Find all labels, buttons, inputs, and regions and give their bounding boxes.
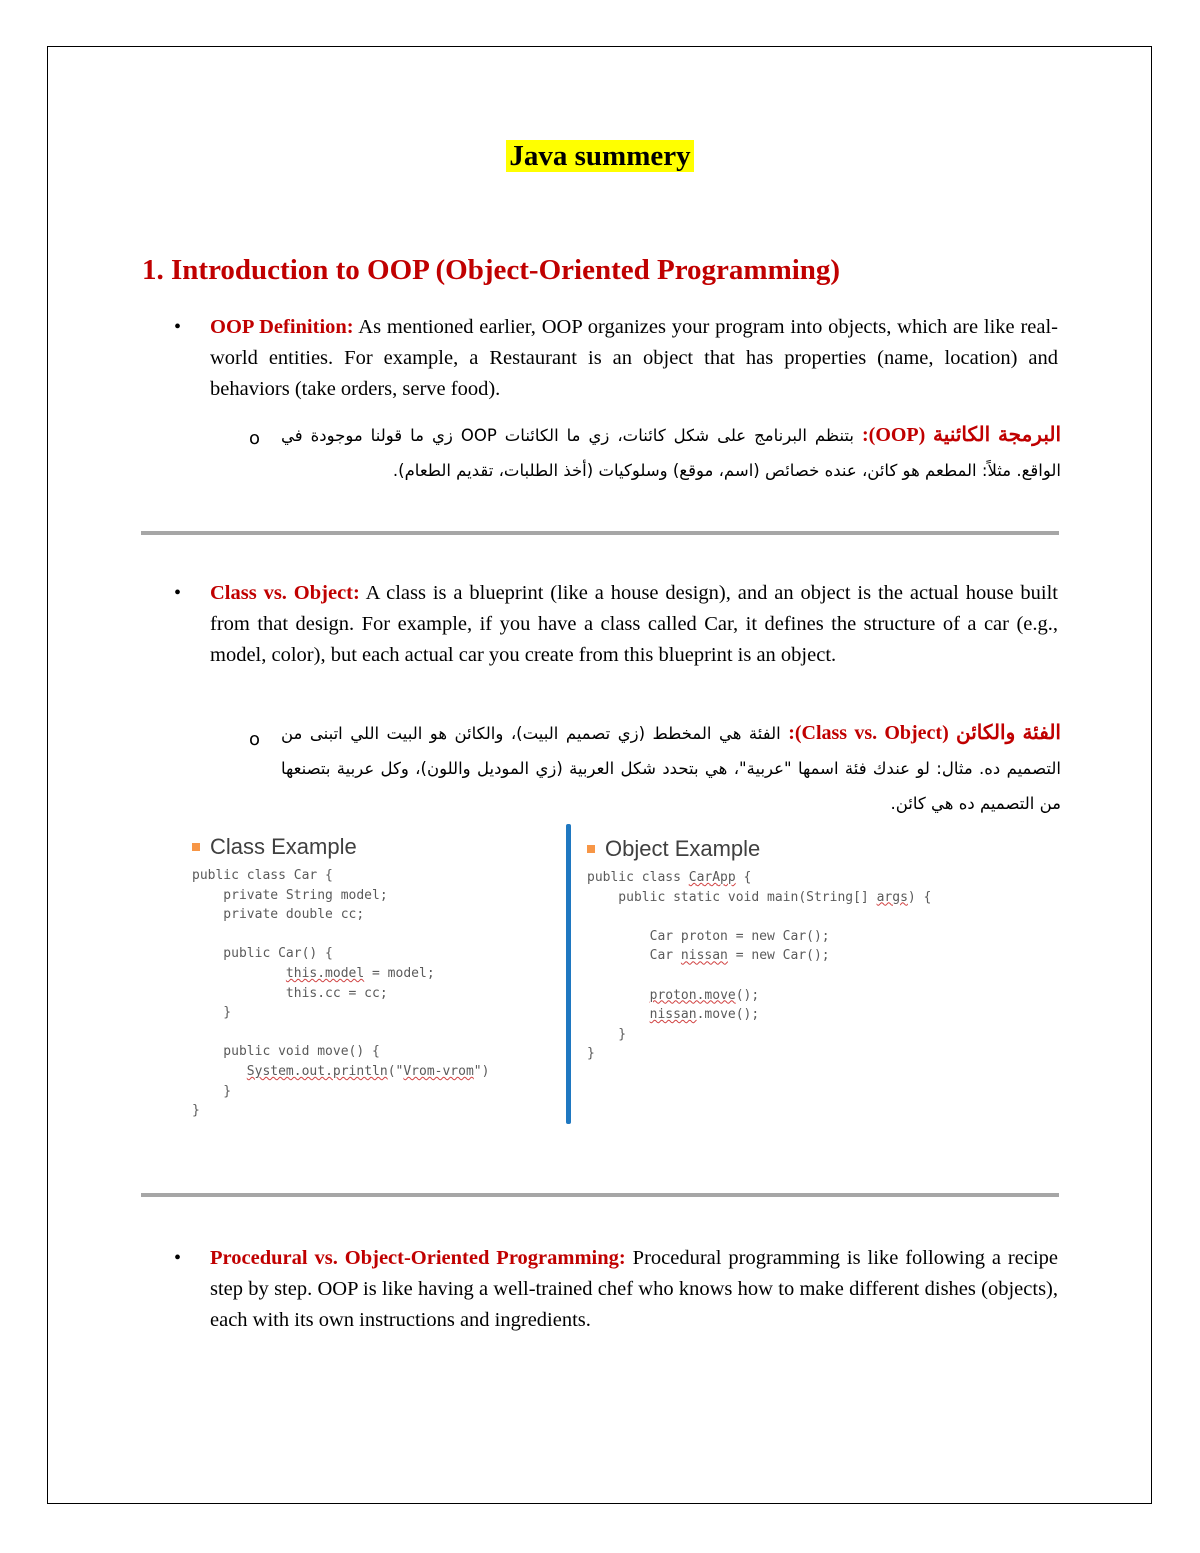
horizontal-rule [141,1193,1059,1197]
class-example-title: Class Example [192,834,557,860]
bullet-oop-definition [210,312,1058,405]
code-line: } [192,1083,232,1099]
code-line: public class CarApp { [587,870,752,885]
sub-bullet-icon: o [249,729,261,750]
bullet-text: Procedural programming is like following a recipe step by step. OOP is like having a well-trained chef who knows how to make different dishes (objects), each with its own instructions and ingredients. [210,1247,1058,1331]
bullet-procedural-vs-oop [210,1243,1058,1336]
code-line [587,966,1057,986]
code-line: this.model = model; [285,965,435,981]
code-line: private double cc; [192,907,365,923]
code-line [192,1023,557,1043]
code-line: public static void main(String[] args) { [587,889,932,905]
arabic-text: بتنظم البرنامج على شكل كائنات، زي ما الكائنات OOP زي ما قولنا موجودة في الواقع. مثلاً: المطعم هو كائن، عنده خصائص (اسم، موقع) وسلوكيات (أخذ الطلبات، تقديم الطعام). [281,426,1061,480]
arabic-term-label: الفئة والكائن (Class vs. Object): [788,722,1061,744]
code-line: public Car() { [192,946,333,962]
arabic-text: الفئة هي المخطط (زي تصميم البيت)، والكائن هو البيت اللي اتبنى من التصميم ده. مثال: لو عندك فئة اسمها "عربية"، هي بتحدد شكل العربية (زي الموديل واللون)، وكل عربية بتصنعها من التصميم ده هي كائن. [281,724,1061,813]
code-line: proton.move(); [649,987,760,1003]
bullet-class-vs-object [210,578,1058,671]
object-example-panel [587,836,1057,1064]
code-line: private String model; [192,887,388,903]
code-line: public class Car { [192,868,333,883]
horizontal-rule [141,531,1059,535]
section-heading: 1. Introduction to OOP (Object-Oriented Programming) [142,254,841,286]
code-line: } [192,1005,232,1021]
code-line: nissan.move(); [649,1007,760,1023]
sub-bullet-icon: o [249,428,261,449]
code-line: Car nissan = new Car(); [587,948,830,964]
term-label: Procedural vs. Object-Oriented Programming: [210,1247,626,1269]
code-line [192,925,557,945]
term-label: OOP Definition: [210,316,354,338]
code-line: this.cc = cc; [192,985,388,1001]
orange-square-icon [587,845,595,853]
object-example-title: Object Example [587,836,1057,862]
bullet-text: A class is a blueprint (like a house design), and an object is the actual house built from that design. For example, if you have a class called Car, it defines the structure of a car (e.g., model, color), but each actual car you create from this blueprint is an object. [210,582,1058,666]
bullet-icon: • [174,582,182,604]
document-title: Java summery [0,140,1200,173]
code-line: } [192,1103,200,1119]
code-line: public void move() { [192,1044,380,1060]
bullet-icon: • [174,1247,182,1269]
arabic-oop-definition [281,418,1061,488]
object-example-code [587,868,1057,1064]
term-label: Class vs. Object: [210,582,360,604]
bullet-icon: • [174,316,182,338]
code-line: } [587,1026,627,1042]
class-example-code [192,866,557,1121]
bullet-text: As mentioned earlier, OOP organizes your program into objects, which are like real-world entities. For example, a Restaurant is an object that has properties (name, location) and behaviors (take orders, serve food). [210,316,1058,400]
code-line: Car proton = new Car(); [587,928,830,944]
code-line: System.out.println("Vrom-vrom") [246,1063,490,1079]
code-divider [566,824,571,1124]
class-example-panel [192,834,557,1121]
code-line: } [587,1046,595,1062]
code-line [587,907,1057,927]
arabic-term-label: البرمجة الكائنية (OOP): [861,424,1062,446]
arabic-class-vs-object [281,716,1061,821]
orange-square-icon [192,843,200,851]
